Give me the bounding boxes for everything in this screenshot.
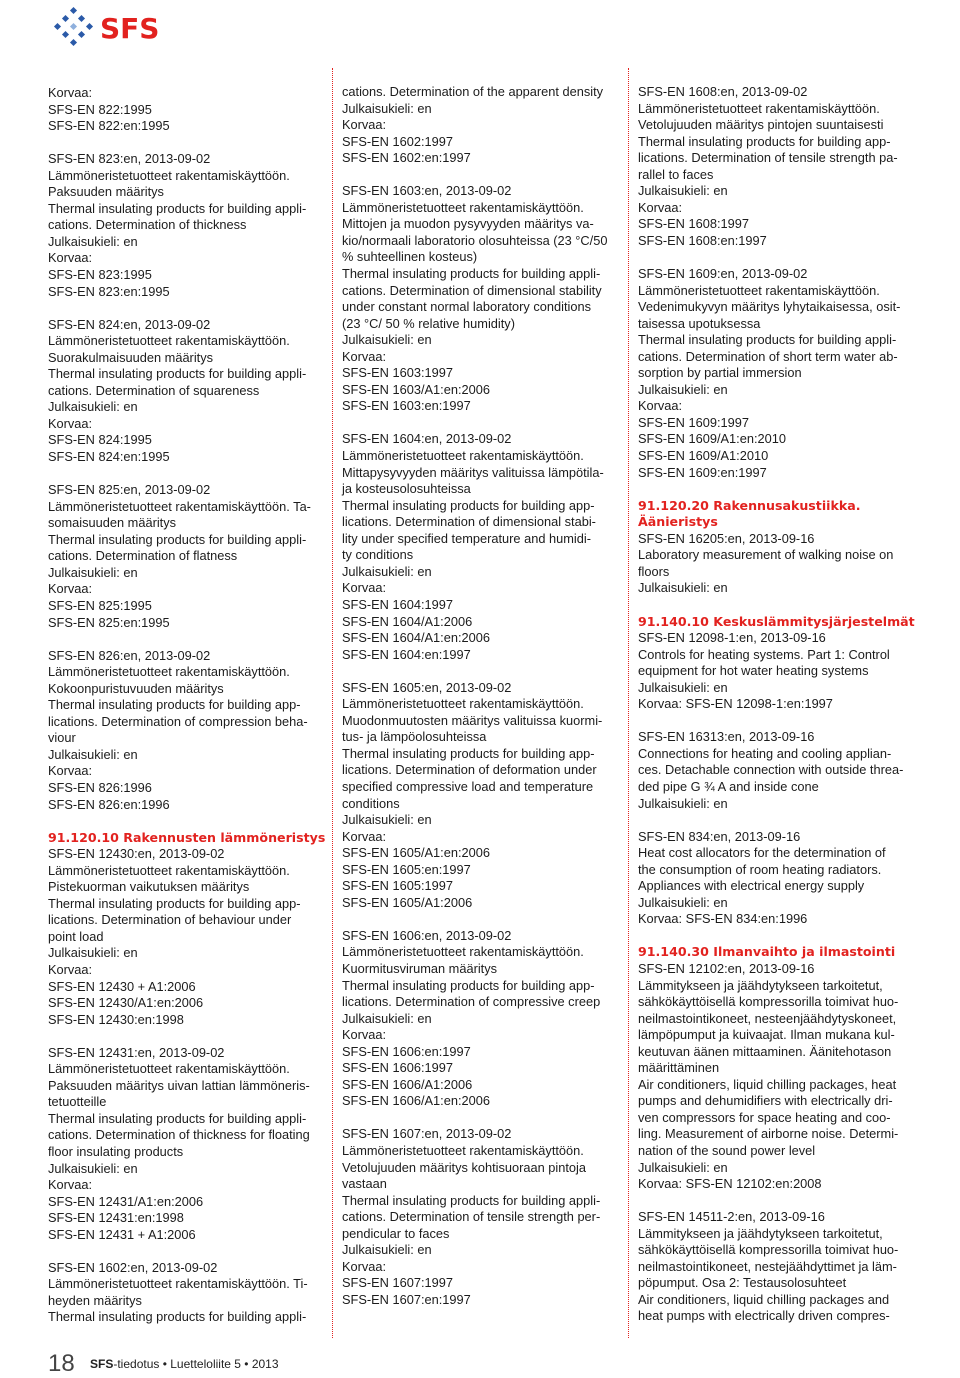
- text-line: SFS-EN 825:en, 2013-09-02: [48, 482, 211, 498]
- text-line: % suhteellinen kosteus): [342, 249, 478, 265]
- text-line: SFS-EN 1605/A1:2006: [342, 894, 473, 910]
- text-line: sorption by partial immersion: [638, 365, 802, 381]
- text-line: Korvaa:: [342, 828, 387, 844]
- text-line: cations. Determination of dimensional stability: [342, 282, 602, 298]
- page-number: 18: [48, 1350, 75, 1377]
- text-line: Vetolujuuden määritys kohtisuoraan pintoja: [342, 1159, 587, 1175]
- footer-publication-text: -tiedotus • Luetteloliite 5 • 2013: [113, 1357, 279, 1371]
- spacer: [342, 663, 618, 680]
- text-line: Thermal insulating products for building app-: [342, 497, 595, 513]
- text-line: ling. Measurement of airborne noise. Determi-: [638, 1126, 899, 1142]
- text-line: pendicular to faces: [342, 1225, 450, 1241]
- text-line: Julkaisukieli: en: [342, 100, 432, 116]
- text-line: cations. Determination of thickness: [48, 217, 247, 233]
- text-line: Muodonmuutosten määritys valituissa kuormi-: [342, 712, 603, 728]
- text-line: pumps and dehumidifiers with electrically dri-: [638, 1093, 893, 1109]
- spacer: [638, 713, 914, 730]
- text-line: SFS-EN 1607:1997: [342, 1275, 453, 1291]
- footer-brand: SFS: [90, 1357, 114, 1371]
- logo-dots-icon: [52, 6, 96, 50]
- text-line: Julkaisukieli: en: [638, 580, 728, 596]
- text-line: Thermal insulating products for building appli-: [48, 1309, 307, 1325]
- section-heading: 91.140.30 Ilmanvaihto ja ilmastointi: [638, 944, 896, 960]
- text-line: Lämmöneristetuotteet rakentamiskäyttöön.: [48, 862, 290, 878]
- text-line: SFS-EN 1605:en:1997: [342, 861, 471, 877]
- text-line: Thermal insulating products for building app-: [342, 977, 595, 993]
- text-line: SFS-EN 826:en:1996: [48, 796, 170, 812]
- text-line: SFS-EN 12431 + A1:2006: [48, 1226, 196, 1242]
- text-line: SFS-EN 1606/A1:2006: [342, 1076, 473, 1092]
- spacer: [48, 631, 324, 648]
- text-line: Julkaisukieli: en: [48, 233, 138, 249]
- text-line: taisessa upotuksessa: [638, 315, 761, 331]
- text-line: SFS-EN 1609:en, 2013-09-02: [638, 266, 808, 282]
- logo-text: SFS: [100, 11, 160, 45]
- text-line: sähkökäyttöisellä kompressorilla toimivat huo-: [638, 1242, 899, 1258]
- text-line: nation of the sound power level: [638, 1143, 816, 1158]
- text-line: Thermal insulating products for building app-: [48, 697, 301, 713]
- text-line: Korvaa:: [48, 961, 93, 977]
- text-line: Korvaa:: [48, 415, 93, 431]
- text-line: SFS-EN 1603:en:1997: [342, 398, 471, 414]
- page-footer: [48, 1350, 279, 1378]
- spacer: [342, 911, 618, 928]
- text-line: SFS-EN 14511-2:en, 2013-09-16: [638, 1209, 825, 1225]
- text-line: Vedenimukyvyn määritys lyhytaikaisessa, osit-: [638, 299, 901, 315]
- section-heading: 91.120.10 Rakennusten lämmöneristys: [48, 829, 326, 845]
- text-line: Air conditioners, liquid chilling packages and: [638, 1291, 890, 1307]
- text-line: SFS-EN 822:1995: [48, 101, 152, 117]
- text-line: SFS-EN 1609:1997: [638, 414, 749, 430]
- text-line: Lämmöneristetuotteet rakentamiskäyttöön.: [342, 944, 584, 960]
- text-line: SFS-EN 1603:en, 2013-09-02: [342, 183, 512, 199]
- text-line: Thermal insulating products for building appli-: [342, 1192, 601, 1208]
- text-line: Heat cost allocators for the determination of: [638, 845, 886, 861]
- text-line: Korvaa:: [342, 580, 387, 596]
- text-line: Lämmöneristetuotteet rakentamiskäyttöön.: [48, 1061, 290, 1077]
- text-line: under constant normal laboratory conditions: [342, 299, 591, 315]
- spacer: [638, 597, 914, 614]
- text-line: lications. Determination of compression beha-: [48, 713, 308, 729]
- text-line: SFS-EN 1606/A1:en:2006: [342, 1093, 490, 1109]
- text-line: Laboratory measurement of walking noise on: [638, 547, 894, 563]
- text-line: floors: [638, 563, 670, 579]
- text-line: ja kosteusolosuhteissa: [342, 481, 471, 497]
- text-line: lications. Determination of tensile strength pa-: [638, 150, 898, 166]
- text-line: Mittapysyvyyden määritys valituissa lämpötila-: [342, 464, 604, 480]
- text-line: SFS-EN 1603:1997: [342, 365, 453, 381]
- spacer: [48, 135, 324, 152]
- text-line: Thermal insulating products for building app-: [638, 133, 891, 149]
- text-line: Thermal insulating products for building appli-: [342, 266, 601, 282]
- text-line: SFS-EN 826:en, 2013-09-02: [48, 647, 211, 663]
- text-line: Korvaa:: [48, 85, 93, 100]
- text-line: Korvaa:: [48, 1177, 93, 1193]
- text-line: SFS-EN 12102:en, 2013-09-16: [638, 960, 815, 976]
- text-line: Kuormitusviruman määritys: [342, 960, 498, 976]
- text-line: rallel to faces: [638, 166, 714, 182]
- text-line: Julkaisukieli: en: [638, 679, 728, 695]
- text-line: Connections for heating and cooling applian-: [638, 745, 892, 761]
- text-line: Julkaisukieli: en: [342, 1010, 432, 1026]
- text-line: Pistekuorman vaikutuksen määritys: [48, 879, 250, 895]
- text-line: SFS-EN 823:en, 2013-09-02: [48, 151, 211, 167]
- text-line: SFS-EN 1607:en:1997: [342, 1291, 471, 1307]
- text-line: Korvaa:: [638, 398, 683, 414]
- text-line: SFS-EN 822:en:1995: [48, 118, 170, 134]
- text-line: Thermal insulating products for building appli-: [638, 332, 897, 348]
- text-line: Korvaa:: [342, 348, 387, 364]
- spacer: [342, 167, 618, 184]
- text-line: Lämmitykseen ja jäähdytykseen tarkoitetut,: [638, 1225, 883, 1241]
- text-line: Julkaisukieli: en: [638, 381, 728, 397]
- text-line: Mittojen ja muodon pysyvyyden määritys va-: [342, 216, 594, 232]
- column-divider: [332, 68, 333, 1338]
- text-line: tus- ja lämpöolosuhteissa: [342, 729, 487, 745]
- text-line: Paksuuden määritys: [48, 184, 164, 200]
- text-line: SFS-EN 12431/A1:en:2006: [48, 1193, 204, 1209]
- text-line: Julkaisukieli: en: [48, 746, 138, 762]
- text-line: ty conditions: [342, 547, 414, 563]
- text-line: SFS-EN 1602:1997: [342, 133, 453, 149]
- text-line: lications. Determination of behaviour under: [48, 912, 292, 928]
- text-line: Lämmitykseen ja jäähdytykseen tarkoitetut,: [638, 977, 883, 993]
- text-line: SFS-EN 824:en:1995: [48, 449, 170, 465]
- text-line: SFS-EN 1605:en, 2013-09-02: [342, 679, 512, 695]
- spacer: [638, 249, 914, 266]
- text-line: somaisuuden määritys: [48, 515, 177, 531]
- text-line: Controls for heating systems. Part 1: Control: [638, 646, 890, 662]
- text-line: SFS-EN 823:1995: [48, 267, 152, 283]
- text-line: cations. Determination of short term water ab-: [638, 348, 898, 364]
- text-line: Thermal insulating products for building appli-: [48, 531, 307, 547]
- spacer: [638, 481, 914, 498]
- text-line: SFS-EN 1608:1997: [638, 216, 749, 232]
- text-line: Korvaa:: [342, 1027, 387, 1043]
- text-line: Lämmöneristetuotteet rakentamiskäyttöön.: [48, 167, 290, 183]
- spacer: [342, 415, 618, 432]
- text-line: SFS-EN 16313:en, 2013-09-16: [638, 729, 815, 745]
- text-line: SFS-EN 1602:en, 2013-09-02: [48, 1259, 218, 1275]
- text-line: pöpumput. Osa 2: Testausolosuhteet: [638, 1275, 847, 1291]
- text-line: Julkaisukieli: en: [638, 894, 728, 910]
- text-line: Air conditioners, liquid chilling packages, heat: [638, 1076, 897, 1092]
- text-line: ces. Detachable connection with outside threa-: [638, 762, 904, 778]
- section-heading: Äänieristys: [638, 514, 718, 530]
- text-line: Thermal insulating products for building app-: [48, 895, 301, 911]
- text-line: Lämmöneristetuotteet rakentamiskäyttöön.: [638, 100, 880, 116]
- spacer: [342, 1110, 618, 1127]
- text-line: sähkökäyttöisellä kompressorilla toimivat huo-: [638, 994, 899, 1010]
- text-line: neilmastointikoneet, nesteenjäähdytyskoneet,: [638, 1010, 897, 1026]
- text-line: Lämmöneristetuotteet rakentamiskäyttöön.: [48, 664, 290, 680]
- text-line: SFS-EN 1606:en:1997: [342, 1043, 471, 1059]
- text-line: Lämmöneristetuotteet rakentamiskäyttöön.: [48, 333, 290, 349]
- text-line: ded pipe G ¾ A and inside cone: [638, 778, 819, 794]
- text-line: lications. Determination of deformation under: [342, 762, 597, 778]
- section-heading: 91.140.10 Keskuslämmitysjärjestelmät: [638, 613, 915, 629]
- text-line: cations. Determination of squareness: [48, 382, 260, 398]
- text-line: SFS-EN 1606:en, 2013-09-02: [342, 927, 512, 943]
- text-line: Julkaisukieli: en: [48, 564, 138, 580]
- text-line: Julkaisukieli: en: [342, 563, 432, 579]
- text-line: SFS-EN 12430/A1:en:2006: [48, 995, 204, 1011]
- text-line: Korvaa:: [342, 117, 387, 133]
- text-line: Julkaisukieli: en: [638, 795, 728, 811]
- text-line: SFS-EN 12430:en, 2013-09-02: [48, 846, 225, 862]
- text-line: ven compressors for space heating and coo-: [638, 1109, 891, 1125]
- text-line: Lämmöneristetuotteet rakentamiskäyttöön.: [342, 448, 584, 464]
- text-line: Korvaa: SFS-EN 12102:en:2008: [638, 1176, 822, 1192]
- text-line: cations. Determination of tensile strength per-: [342, 1209, 601, 1225]
- text-line: SFS-EN 1604/A1:en:2006: [342, 630, 490, 646]
- text-line: vastaan: [342, 1176, 387, 1192]
- text-line: SFS-EN 834:en, 2013-09-16: [638, 828, 801, 844]
- text-line: Kokoonpuristuvuuden määritys: [48, 680, 224, 696]
- spacer: [48, 466, 324, 483]
- text-line: Lämmöneristetuotteet rakentamiskäyttöön.: [342, 696, 584, 712]
- text-line: Korvaa:: [48, 250, 93, 266]
- footer-publication: [90, 1357, 279, 1371]
- text-line: SFS-EN 16205:en, 2013-09-16: [638, 530, 815, 546]
- text-line: SFS-EN 1609:en:1997: [638, 464, 767, 480]
- text-line: Lämmöneristetuotteet rakentamiskäyttöön. Ta-: [48, 498, 311, 514]
- text-line: SFS-EN 824:1995: [48, 432, 152, 448]
- text-line: Korvaa:: [342, 1258, 387, 1274]
- text-line: lity under specified temperature and humidi-: [342, 530, 591, 546]
- text-line: Lämmöneristetuotteet rakentamiskäyttöön.: [342, 1143, 584, 1158]
- text-line: neilmastointikoneet, nestejäähdyttimet ja läm-: [638, 1258, 897, 1274]
- text-line: SFS-EN 12098-1:en, 2013-09-16: [638, 630, 826, 646]
- text-line: floor insulating products: [48, 1144, 184, 1159]
- text-line: lämpöpumput ja kuivaajat. Ilman mukana kul-: [638, 1027, 895, 1043]
- text-line: Julkaisukieli: en: [48, 399, 138, 415]
- text-line: SFS-EN 1603/A1:en:2006: [342, 381, 490, 397]
- text-line: Thermal insulating products for building app-: [342, 745, 595, 761]
- text-line: lications. Determination of compressive creep: [342, 994, 601, 1010]
- text-line: SFS-EN 1608:en:1997: [638, 232, 767, 248]
- text-line: Korvaa:: [48, 763, 93, 779]
- text-line: SFS-EN 1605:1997: [342, 878, 453, 894]
- text-line: Thermal insulating products for building appli-: [48, 366, 307, 382]
- text-column-2: [342, 84, 618, 1308]
- text-line: Julkaisukieli: en: [638, 1159, 728, 1175]
- text-line: equipment for hot water heating systems: [638, 663, 869, 679]
- text-line: kio/normaali laboratorio olosuhteissa (23 °C/50: [342, 232, 608, 248]
- text-line: lications. Determination of dimensional stabi-: [342, 514, 596, 530]
- spacer: [638, 928, 914, 945]
- text-line: SFS-EN 1609/A1:en:2010: [638, 431, 786, 447]
- text-line: SFS-EN 1609/A1:2010: [638, 448, 769, 464]
- text-line: Korvaa:: [48, 581, 93, 597]
- text-line: SFS-EN 1604:en:1997: [342, 646, 471, 662]
- text-line: Vetolujuuden määritys pintojen suuntaisesti: [638, 117, 884, 133]
- text-line: the consumption of room heating radiators.: [638, 861, 882, 877]
- text-line: määrittäminen: [638, 1060, 720, 1076]
- spacer: [48, 300, 324, 317]
- spacer: [638, 812, 914, 829]
- text-line: cations. Determination of thickness for floating: [48, 1127, 310, 1143]
- text-line: Thermal insulating products for building appli-: [48, 1110, 307, 1126]
- spacer: [638, 1193, 914, 1210]
- text-line: Korvaa:: [638, 199, 683, 215]
- text-line: Julkaisukieli: en: [48, 945, 138, 961]
- text-line: Korvaa: SFS-EN 834:en:1996: [638, 911, 808, 927]
- text-line: SFS-EN 1604:en, 2013-09-02: [342, 431, 512, 447]
- text-line: SFS-EN 12430:en:1998: [48, 1011, 184, 1027]
- text-line: Suorakulmaisuuden määritys: [48, 349, 214, 365]
- text-line: tetuotteille: [48, 1094, 107, 1110]
- text-column-1: [48, 85, 324, 1326]
- text-line: SFS-EN 1608:en, 2013-09-02: [638, 84, 808, 99]
- text-line: Julkaisukieli: en: [342, 332, 432, 348]
- text-line: point load: [48, 928, 104, 944]
- text-line: Julkaisukieli: en: [638, 183, 728, 199]
- text-line: Korvaa: SFS-EN 12098-1:en:1997: [638, 696, 833, 712]
- text-line: Julkaisukieli: en: [342, 1242, 432, 1258]
- text-line: specified compressive load and temperature: [342, 778, 594, 794]
- text-line: SFS-EN 1605/A1:en:2006: [342, 845, 490, 861]
- spacer: [48, 813, 324, 830]
- text-line: SFS-EN 825:en:1995: [48, 614, 170, 630]
- text-line: Julkaisukieli: en: [48, 1160, 138, 1176]
- text-line: SFS-EN 1604/A1:2006: [342, 613, 473, 629]
- text-line: SFS-EN 1602:en:1997: [342, 150, 471, 166]
- text-line: heyden määritys: [48, 1292, 142, 1308]
- text-line: keutuvan äänen mittaaminen. Äänitehotason: [638, 1043, 892, 1059]
- text-line: cations. Determination of the apparent density: [342, 84, 604, 99]
- text-line: SFS-EN 1606:1997: [342, 1060, 453, 1076]
- text-line: SFS-EN 1607:en, 2013-09-02: [342, 1126, 512, 1142]
- text-line: Lämmöneristetuotteet rakentamiskäyttöön. Ti-: [48, 1276, 308, 1292]
- text-line: SFS-EN 12430 + A1:2006: [48, 978, 196, 994]
- text-line: Paksuuden määritys uivan lattian lämmöneris-: [48, 1077, 310, 1093]
- text-line: SFS-EN 12431:en, 2013-09-02: [48, 1044, 225, 1060]
- spacer: [48, 1028, 324, 1045]
- text-line: viour: [48, 730, 76, 746]
- text-line: SFS-EN 823:en:1995: [48, 283, 170, 299]
- column-divider: [628, 68, 629, 1338]
- text-line: (23 °C/ 50 % relative humidity): [342, 315, 515, 331]
- spacer: [48, 1243, 324, 1260]
- text-column-3: [638, 84, 914, 1325]
- text-line: Thermal insulating products for building appli-: [48, 200, 307, 216]
- text-line: SFS-EN 826:1996: [48, 779, 152, 795]
- text-line: conditions: [342, 795, 400, 811]
- text-line: Lämmöneristetuotteet rakentamiskäyttöön.: [638, 282, 880, 298]
- text-line: SFS-EN 1604:1997: [342, 596, 453, 612]
- text-line: heat pumps with electrically driven compres-: [638, 1308, 890, 1324]
- text-line: Julkaisukieli: en: [342, 812, 432, 828]
- text-line: SFS-EN 825:1995: [48, 597, 152, 613]
- text-line: Lämmöneristetuotteet rakentamiskäyttöön.: [342, 199, 584, 215]
- text-line: SFS-EN 824:en, 2013-09-02: [48, 316, 211, 332]
- text-line: Appliances with electrical energy supply: [638, 878, 865, 894]
- sfs-logo: [52, 6, 159, 50]
- section-heading: 91.120.20 Rakennusakustiikka.: [638, 497, 861, 513]
- text-line: cations. Determination of flatness: [48, 548, 238, 564]
- text-line: SFS-EN 12431:en:1998: [48, 1210, 184, 1226]
